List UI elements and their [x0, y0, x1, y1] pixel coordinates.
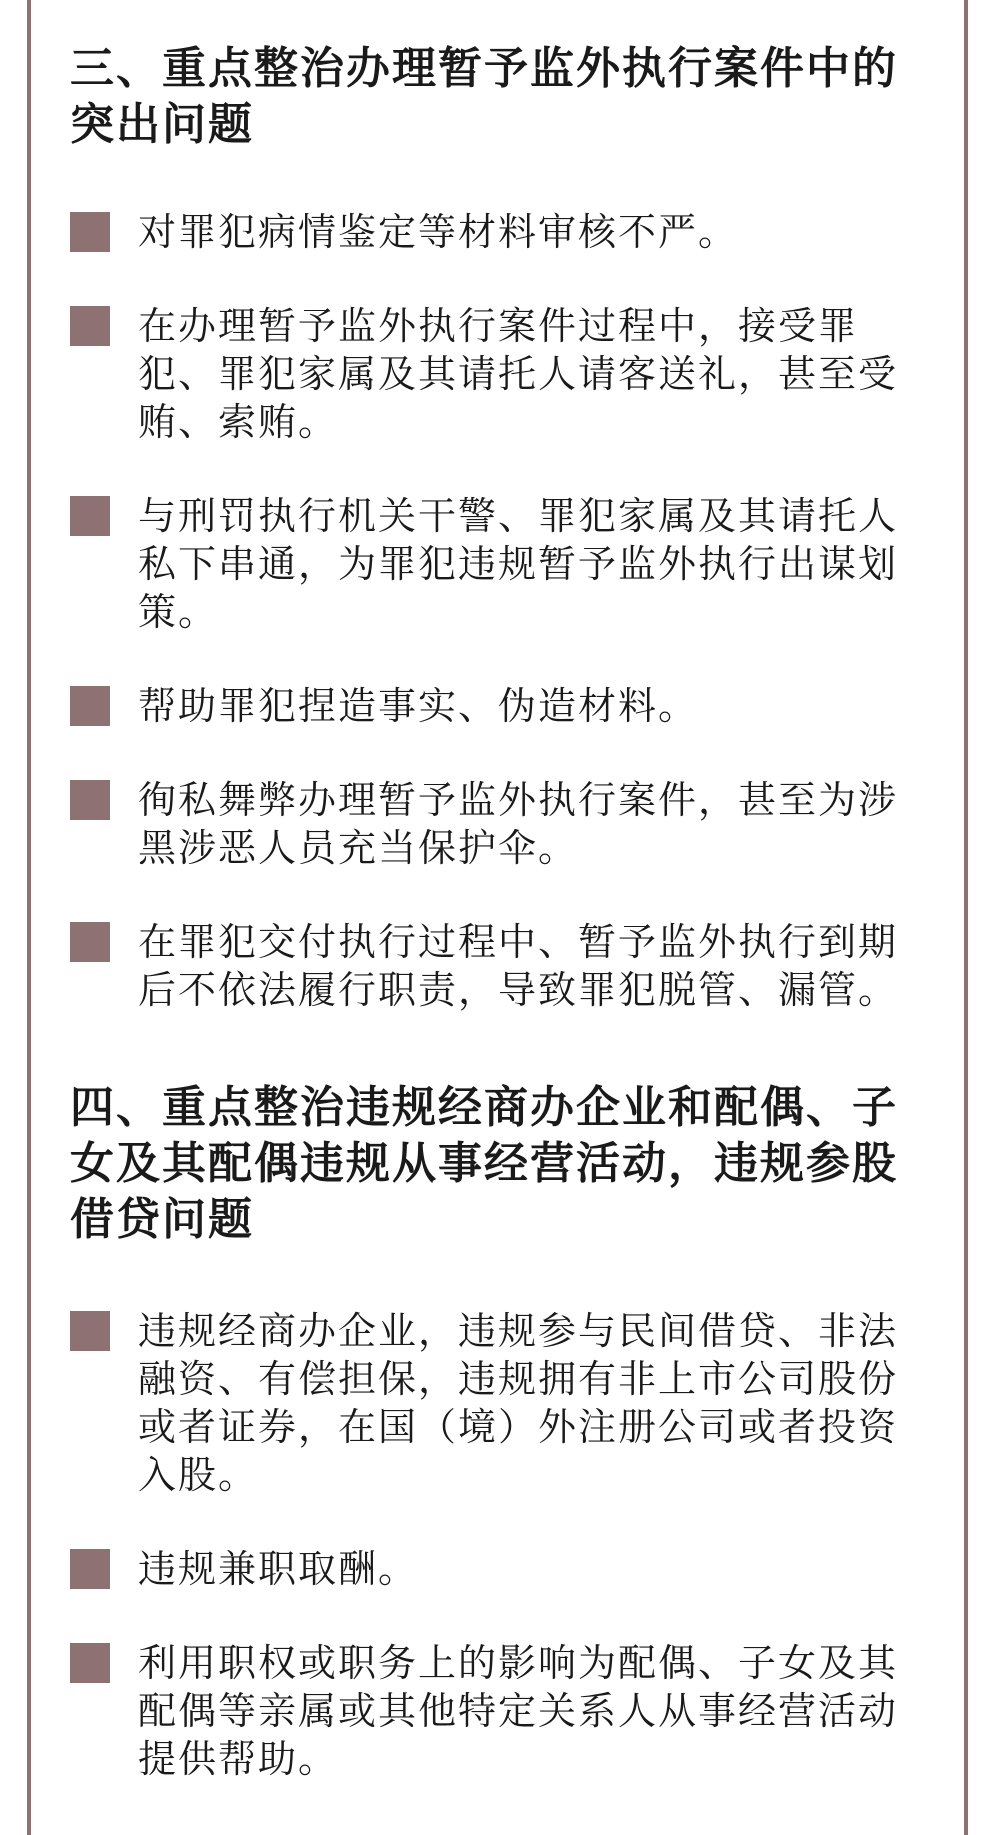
- item-text: 对罪犯病情鉴定等材料审核不严。: [138, 210, 739, 254]
- section-four: [70, 1080, 930, 1783]
- list-item: [70, 302, 930, 446]
- document-content: [70, 0, 930, 1783]
- item-text: 在罪犯交付执行过程中、暂予监外执行到期后不依法履行职责，导致罪犯脱管、漏管。: [138, 920, 899, 1012]
- square-bullet-icon: [70, 212, 110, 252]
- square-bullet-icon: [70, 780, 110, 820]
- list-item: [70, 682, 930, 730]
- item-text: 与刑罚执行机关干警、罪犯家属及其请托人私下串通，为罪犯违规暂予监外执行出谋划策。: [138, 494, 899, 634]
- item-list: [70, 1307, 930, 1783]
- section-title: 四、重点整治违规经商办企业和配偶、子女及其配偶违规从事经营活动，违规参股借贷问题: [70, 1082, 898, 1245]
- square-bullet-icon: [70, 306, 110, 346]
- item-text: 帮助罪犯捏造事实、伪造材料。: [138, 684, 699, 728]
- list-item: [70, 1545, 930, 1593]
- item-text: 在办理暂予监外执行案件过程中，接受罪犯、罪犯家属及其请托人请客送礼，甚至受贿、索贿。: [138, 304, 899, 444]
- item-list: [70, 208, 930, 1014]
- item-text: 违规兼职取酬。: [138, 1547, 419, 1591]
- item-text: 徇私舞弊办理暂予监外执行案件，甚至为涉黑涉恶人员充当保护伞。: [138, 778, 899, 870]
- square-bullet-icon: [70, 922, 110, 962]
- list-item: [70, 492, 930, 636]
- list-item: [70, 208, 930, 256]
- square-bullet-icon: [70, 1549, 110, 1589]
- square-bullet-icon: [70, 686, 110, 726]
- item-text: 违规经商办企业，违规参与民间借贷、非法融资、有偿担保，违规拥有非上市公司股份或者证券，在国（境）外注册公司或者投资入股。: [138, 1309, 899, 1497]
- list-item: [70, 918, 930, 1014]
- item-text: 利用职权或职务上的影响为配偶、子女及其配偶等亲属或其他特定关系人从事经营活动提供帮助。: [138, 1641, 899, 1781]
- square-bullet-icon: [70, 1311, 110, 1351]
- list-item: [70, 1307, 930, 1499]
- section-title: 三、重点整治办理暂予监外执行案件中的突出问题: [70, 43, 898, 150]
- list-item: [70, 776, 930, 872]
- square-bullet-icon: [70, 496, 110, 536]
- section-three: [70, 41, 930, 1014]
- list-item: [70, 1639, 930, 1783]
- square-bullet-icon: [70, 1643, 110, 1683]
